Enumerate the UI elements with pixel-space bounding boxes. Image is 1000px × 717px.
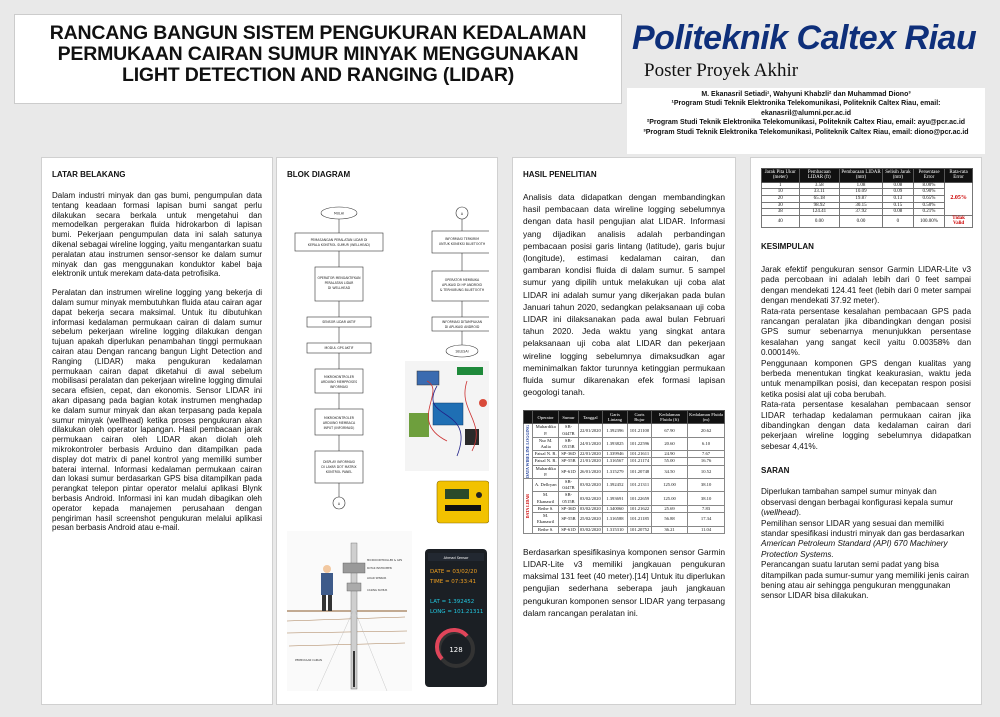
kesimpulan-item-1: Jarak efektif pengukuran sensor Garmin LIDAR-Lite v3 pada percobaan ini adalah lebih dari 0 feet sampai dengan mendekati 124.41 feet (lebih dari 0 meter sampai dengan mendekati 37.92 meter). [761, 264, 971, 306]
blok-heading: BLOK DIAGRAM [287, 170, 351, 179]
table1-cell: 1.08 [840, 182, 883, 189]
table1-cell: 0.15 [882, 202, 913, 209]
table2-cell: SP-36D [559, 451, 579, 458]
table2-cell: 1.393825 [602, 437, 627, 450]
flow-label-7b: DI LAYAR DOT MATRIX [321, 465, 357, 469]
flow-label-1b: KEPALA KONTROL SUMUR (WELLHEAD) [307, 243, 371, 247]
table2-cell: 25.69 [651, 505, 687, 512]
table2-cell: 16.76 [688, 458, 725, 465]
table1-cell: 0.50% [913, 202, 944, 209]
flow-label-5b: ARDUINO MEMPROSES [320, 380, 358, 384]
svg-text:KOTAK INSTRUMEN: KOTAK INSTRUMEN [367, 567, 392, 570]
table2-group-label [524, 479, 533, 534]
table2-row [524, 424, 725, 437]
table2-cell: SP-61D [559, 526, 579, 533]
table2-cell: 34.50 [651, 465, 687, 478]
table2-cell: 101.22596 [628, 437, 652, 450]
table1-cell: 30.15 [840, 202, 883, 209]
table2-cell: 56.88 [651, 513, 687, 526]
table2-cell: 101.21174 [628, 458, 652, 465]
table1-cell: 0.08 [882, 209, 913, 216]
table1-cell: 100.00% [913, 215, 944, 227]
hasil-penelitian-column [512, 157, 736, 705]
table1-row [762, 196, 973, 203]
table2-header: Garis Lintang [602, 411, 627, 424]
table1-header: Pembacaan LIDAR (mtr) [841, 170, 881, 181]
table2-cell: 101.21185 [628, 513, 652, 526]
table2-cell: SB-0515B [559, 437, 579, 450]
table1-header: Rata-rata Error [945, 169, 973, 183]
table2-header: Kedalaman Fluida (ft) [651, 411, 687, 424]
table1-cell: 20 [762, 196, 800, 203]
table2-cell: Faisal N. R. [534, 451, 557, 457]
hardware-circuit-photo [405, 361, 489, 523]
saran-item-2 [761, 519, 971, 561]
latar-heading: LATAR BELAKANG [52, 170, 126, 179]
latar-paragraph-2: Peralatan dan instrumen wireline logging yang bekerja di dalam sumur minyak membutuhkan fluida atau cairan agar dapat bekerja secara maksimal. Untuk itu dibutuhkan informasi kedalaman permukaan cairan di dalam sumur sebelum pekerjaan wireline logging dilakukan dengan tujuan apakah diperlukan penambahan tinggi permukaan cairan atau Dengan rancang bangun Light Detection and Ranging (LIDAR) maka pengukuran kedalaman permukaan cairan dapat diketahui di awal sebelum mobilisasi peralatan dan pekerjaan wireline logging dimulai secara efisien, cepat, dan ekonomis. Sensor LIDAR ini akan dipasang pada bagian kotak instrumen menghadap ke dalam sumur minyak dan akan terpasang pada kepala sumur minyak (wellhead) ketika proses pengukuran akan dilakukan oleh operator lapangan. Hasil pembacaan jarak permukaan cairan oleh LIDAR akan diolah oleh mikrokontroler berbasis Arduino dan ditampilkan pada display dot matrix di panel kontrol yang memiliki sumber baterai internal. Informasi kedalaman permukaan cairan dan lokasi sumur berdasarkan GPS bisa ditampilkan pada perangkat telepon pintar operator melalui aplikasi Blynk berbasis Android. Informasi ini kan mudah dibagikan oleh operator kepada manajemen perusahaan dengan pengiriman hasil screenshot pengukuran melalui aplikasi pesan berbasis Android atau e-mail. [52, 288, 262, 533]
table1-cell: 65.18 [799, 196, 840, 203]
table2-row [524, 526, 725, 533]
table2-cell: 03/02/2020 [578, 492, 602, 505]
invalid-label: Tidak Valid [945, 215, 973, 227]
flow-label-7a: DISPLAY INFORMASI [323, 460, 355, 464]
flow-label-r2c: & TERHUBUNG BLUETOOTH [439, 288, 485, 292]
flow-label-5a: MIKROKONTROLER [324, 375, 354, 379]
hasil-paragraph-1: Analisis data didapatkan dengan membandingkan hasil pembacaan data wireline logging sebelumnya dengan data hasil pengujian alat LIDAR. Informasi yang dijadikan analisis adalah perbandingan pembacaan posisi garis lintang (latitude), garis bujur (longitude), estimasi kedalaman cairan, dan gambaran kondisi fluida di dalam sumur. 5 sampel sumur yang dipilih untuk melakukan uji coba alat LIDAR ini adalah sumur yang dikerjakan pada bulan Januari tahun 2020, sedangkan pelaksanaan uji coba LIDAR ini dilaksanakan pada awal bulan Februari tahun 2020. Jeda waktu yang singkat antara pelaksanaan uji coba alat LIDAR dan pekerjaan wireline logging sebelumnya dimaksudkan agar meminimalkan faktor turunnya ketinggian permukaan fluida sumur dikarenakan efek formasi lapisan geogologi tanah. [523, 192, 725, 398]
table2-cell: Faisal N. R. [534, 458, 557, 464]
table2-cell: 36.21 [651, 526, 687, 533]
table2-cell: 125.00 [651, 479, 687, 492]
table1-cell: 98.92 [799, 202, 840, 209]
saran-2-italic: American Petroleum Standard (API) 670 Machinery Protection Systems. [761, 539, 948, 559]
table1-header: Pembacaan LIDAR (ft) [799, 169, 840, 183]
institution-logo [632, 18, 987, 90]
svg-text:PERMUKAAN CAIRAN: PERMUKAAN CAIRAN [295, 659, 322, 662]
title-line-3: LIGHT DETECTION AND RANGING (LIDAR) [122, 64, 514, 86]
table2-cell: 1.316588 [602, 513, 627, 526]
table2-row [524, 451, 725, 458]
table2-cell: 55.00 [651, 458, 687, 465]
flow-label-r2a: OPERATOR MEMBUKA [444, 278, 480, 282]
flow-label-r3a: INFORMASI DITAMPILKAN [441, 320, 483, 324]
svg-text:MICROCONTROLLER & GPS: MICROCONTROLLER & GPS [367, 559, 403, 562]
flow-label-6c: INPUT (INFORMASI) [323, 426, 355, 430]
table2-cell: 101.21100 [628, 424, 652, 437]
flow-label-2a: OPERATOR MENGAKTIFKAN [317, 276, 361, 280]
saran-list [761, 487, 971, 601]
table2-cell: SB-0447B [559, 479, 579, 492]
table2-cell: 10.52 [688, 465, 725, 478]
table1-header: Jarak Pita Ukur (meter) [762, 169, 800, 183]
table1-cell: 10 [762, 189, 800, 196]
flow-label-r1b: UNTUK KONEKSI BLUETOOTH [438, 242, 486, 246]
logo-subtitle: Poster Proyek Akhir [644, 60, 799, 81]
app-title: Ahmad Sensor [443, 556, 469, 560]
app-time: TIME = 07:33:41 [430, 579, 477, 585]
kesimpulan-item-3: Penggunaan komponen GPS dengan kualitas yang berbeda menentukan tingkat keakurasian, waktu jeda untuk menampilkan posisi, dan kecepatan respon posisi ketika posisi alat uji coba berubah. [761, 358, 971, 399]
table2-cell: 24/01/2020 [578, 437, 602, 450]
table2-cell: 25/02/2020 [578, 513, 602, 526]
table2-header: Tanggal [578, 411, 602, 424]
table1-cell: 0.00 [840, 215, 883, 227]
table2-cell: A. Dellryan [533, 479, 559, 492]
table2-cell: 101.21622 [628, 505, 652, 512]
table2-cell: Bethe S. [533, 505, 559, 512]
table2-cell: 1.339946 [602, 451, 627, 458]
app-gauge-value: 128 [449, 646, 463, 654]
flow-label-start: MULAI [333, 211, 345, 216]
flow-label-1a: PEMASANGAN PERALATAN LIDAR DI [310, 238, 368, 242]
table2-cell: SB-0447B [559, 424, 579, 437]
table2-cell: Bethe S. [533, 526, 559, 533]
saran-2-text: Pemilihan sensor LIDAR yang sesuai dan memiliki standar spesifikasi industri minyak dan gas berdasarkan [761, 518, 965, 538]
kesimpulan-item-4: Rata-rata persentase kesalahan pembacaan sensor LIDAR terhadap kedalaman permukaan cairan jika dibandingkan dengan data kedalaman cairan dari pekerjaan wireline logging sebelumnya didapatkan sebesar 4,41%. [761, 400, 971, 451]
table1-cell: 19.87 [840, 196, 883, 203]
table2-row [524, 458, 725, 465]
table1-row [762, 202, 973, 209]
table2-cell: 21/01/2020 [579, 458, 601, 464]
table1-cell: 33.11 [799, 189, 840, 196]
table2-cell: SP-61D [559, 465, 579, 478]
table1-cell: 0.13 [882, 196, 913, 203]
blok-diagram-column [276, 157, 498, 705]
flow-label-6a: MIKROKONTROLER [324, 416, 354, 420]
flow-label-end: SELESAI [455, 349, 469, 354]
saran-heading: SARAN [761, 466, 790, 476]
table2-cell: SP-55B [559, 458, 579, 465]
table2-cell: 11.04 [688, 526, 725, 533]
saran-item-3: Perancangan suatu larutan semi padat yang bisa ditampilkan pada sumur-sumur yang memiliki jenis cairan bening atau air sehingga pengukuran menggunakan sensor LIDAR bisa dilakukan. [761, 560, 969, 601]
table2-cell: 22/01/2020 [578, 424, 602, 437]
app-lat: LAT = 1.392452 [430, 599, 475, 605]
saran-1-end: ). [796, 508, 802, 518]
table2-group-text: DATA LIDAR [525, 493, 530, 519]
table2-row [524, 437, 725, 450]
flow-label-3: SENSOR LIDAR AKTIF [322, 320, 356, 324]
table2-cell: 38.10 [688, 479, 725, 492]
block-diagram-figure [287, 191, 489, 691]
table1-row [762, 215, 973, 227]
table2-cell: M. Ekanasril [533, 492, 559, 505]
table2-row [524, 479, 725, 492]
table2-cell: SP-55B [559, 513, 579, 526]
kesimpulan-item-2: Rata-rata persentase kesalahan pembacaan GPS pada rancangan peralatan jika dibandingkan dengan posisi GPS sumur sebenarnya menunjukkan persentase kesalahan yang sangat kecil yaitu 0.00358% dan 0.00014%. [761, 306, 971, 358]
table2-cell: 125.00 [651, 492, 687, 505]
author-names: M. Ekanasril Setiadi¹, Wahyuni Khabzli² dan Muhammad Diono³ [701, 91, 911, 98]
table2-cell: Muhardika P. [533, 465, 559, 478]
flow-label-r1a: INFORMASI TERKIRIM [445, 237, 479, 241]
wellhead-illustration [287, 531, 412, 691]
svg-text:CASING SUMUR: CASING SUMUR [367, 589, 388, 592]
table1-cell: 0 [882, 215, 913, 227]
table1-cell: 0.65% [913, 196, 944, 203]
table1-cell: 38 [762, 209, 800, 216]
author-block [627, 88, 985, 154]
affiliation-2: ²Program Studi Teknik Elektronika Telekomunikasi, Politeknik Caltex Riau, email: ayu@pcr.ac.id [646, 119, 966, 127]
poster-title [15, 23, 621, 86]
table2-cell: 67.90 [651, 424, 687, 437]
table2-cell: SB-0515B [559, 492, 579, 505]
table2-row [524, 505, 725, 512]
app-date: DATE = 03/02/20 [430, 569, 478, 575]
table2-cell: 1.393691 [602, 492, 627, 505]
lidar-range-table [761, 168, 973, 228]
table1-row [762, 182, 973, 189]
table2-cell: 03/02/2020 [579, 526, 601, 532]
table2-cell: 7.67 [688, 451, 725, 458]
hasil-paragraph-2: Berdasarkan spesifikasinya komponen sensor Garmin LIDAR-Lite v3 memiliki jangkauan pengukuran maksimal 131 feet (40 meter).[14] Untuk itu diperlukan pengujian sederhana seberapa jauh jangkauan pengukuran komponen sensor LIDAR yang terpasang dalam rancangan peralatan ini. [523, 546, 725, 618]
table2-cell: 6.10 [688, 437, 725, 450]
table2-cell: 20.62 [688, 424, 725, 437]
app-long: LONG = 101.21311 [430, 609, 484, 615]
table2-cell: 101.20752 [628, 526, 652, 533]
table2-cell: Nur M. Aulia [533, 437, 559, 450]
hasil-heading: HASIL PENELITIAN [523, 170, 597, 179]
table2-cell: 101.22659 [628, 492, 652, 505]
table1-cell: 3.58 [799, 182, 840, 189]
table2-cell: 1.392452 [602, 479, 627, 492]
table2-group-label [524, 424, 533, 479]
flow-label-4: MODUL GPS AKTIF [324, 346, 354, 350]
table2-cell: SP-36D [559, 505, 579, 512]
latar-paragraph-1: Dalam industri minyak dan gas bumi, pengumpulan data tentang keadaan formasi lapisan bumi sangat perlu dilakukan secara berkala untuk mengetahui dan memodelkan pergerakan fluida hidrokarbon di lapisan bumi. Pekerjaan pengumpulan data ini salah satunya dikenal sebagai wireline logging, yaitu mengantarkan suatu peralatan atau instrumen sensor-sensor ke dalam sumur minyak dan gas menggunakan konduktor kabel baja elektronik untuk merekam data-data petrofisika. [52, 191, 262, 279]
title-line-2: PERMUKAAN CAIRAN SUMUR MINYAK MENGGUNAKAN [57, 43, 579, 65]
table2-cell: 101.21311 [628, 479, 652, 492]
average-error: 2.05% [945, 182, 973, 215]
logo-main-text: Politeknik Caltex Riau [632, 19, 977, 57]
table2-group-text: DATA WIRELINE LOGGING [525, 424, 530, 478]
table2-row [524, 513, 725, 526]
table2-cell: 17.34 [688, 513, 725, 526]
table1-cell: 0.00 [799, 215, 840, 227]
table1-row [762, 189, 973, 196]
table2-cell: 1.340060 [602, 505, 627, 512]
affiliation-1-email: ekanasril@alumni.pcr.ac.id [760, 109, 852, 117]
flow-connector-label-bottom: A [337, 502, 341, 506]
table2-cell: 1.316567 [602, 458, 627, 465]
flow-step-1 [295, 233, 383, 251]
table2-cell: 7.83 [688, 505, 725, 512]
saran-item-1 [761, 487, 971, 518]
table2-cell: 38.10 [688, 492, 725, 505]
flow-label-r2b: APLIKASI DI HP ANDROID [442, 283, 482, 287]
table2-row [524, 492, 725, 505]
affiliation-1: ¹Program Studi Teknik Elektronika Telekomunikasi, Politeknik Caltex Riau, email: [671, 100, 941, 108]
table2-cell: 03/02/2020 [579, 505, 601, 511]
table1-header: Persentase Error [913, 169, 944, 183]
flow-label-7c: KONTROL PANEL [325, 470, 353, 474]
table2-cell: 1.392396 [602, 424, 627, 437]
table2-header: Kedalaman Fluida (m) [689, 412, 723, 423]
table2-header: Garis Bujur [628, 411, 652, 424]
table2-cell: M. Ekanasril [533, 513, 559, 526]
comparison-table [523, 410, 725, 533]
table1-cell: 124.41 [799, 209, 840, 216]
flow-connector-label-top: A [460, 212, 464, 216]
table1-cell: 0.09 [882, 189, 913, 196]
table1-header: Selisih Jarak (mtr) [882, 169, 913, 183]
table1-cell: 10.09 [840, 189, 883, 196]
table2-cell: 101.21611 [628, 451, 652, 458]
table1-row [762, 209, 973, 216]
flow-label-6b: ARDUINO MEMBACA [322, 421, 356, 425]
saran-1-text: Diperlukan tambahan sampel sumur minyak dan observasi dengan berbagai konfigurasi kepala sumur ( [761, 487, 954, 518]
table2-cell: Muhardika P. [533, 424, 559, 437]
saran-1-italic: wellhead [763, 508, 797, 518]
table1-cell: 8.00% [913, 182, 944, 189]
flow-label-5c: INFORMASI [330, 385, 348, 389]
table1-cell: 37.92 [840, 209, 883, 216]
table2-cell: 20.60 [651, 437, 687, 450]
title-line-1: RANCANG BANGUN SISTEM PENGUKURAN KEDALAMAN [49, 22, 587, 44]
table2-cell: 101.20748 [628, 465, 652, 478]
table2-header: Operator [533, 411, 559, 424]
poster-title-box [14, 14, 622, 104]
table2-header: Sumur [559, 411, 579, 424]
table2-cell: 24.90 [651, 451, 687, 458]
table1-cell: 40 [762, 215, 800, 227]
table1-cell: 30 [762, 202, 800, 209]
table1-cell: 1 [762, 182, 800, 189]
table1-cell: 0.90% [913, 189, 944, 196]
android-app-screenshot [425, 549, 487, 687]
table2-cell: 26/01/2020 [578, 465, 602, 478]
table1-cell: 0.08 [882, 182, 913, 189]
flow-label-2b: PERALATAN LIDAR [324, 281, 354, 285]
affiliation-3: ³Program Studi Teknik Elektronika Telekomunikasi, Politeknik Caltex Riau, email: diono@pcr.ac.id [643, 128, 969, 136]
table2-cell: 22/01/2020 [579, 451, 601, 457]
flow-label-2c: DI WELLHEAD [327, 286, 351, 290]
svg-text:LIDAR SENSOR: LIDAR SENSOR [367, 577, 387, 580]
flow-label-r3b: DI APLIKASI ANDROID [444, 325, 480, 329]
table2-cell: 1.315310 [602, 526, 627, 533]
table2-row [524, 465, 725, 478]
latar-belakang-column [41, 157, 273, 705]
kesimpulan-column [750, 157, 982, 705]
table2-cell: 03/02/2020 [578, 479, 602, 492]
kesimpulan-heading: KESIMPULAN [761, 241, 814, 251]
table1-cell: 0.21% [913, 209, 944, 216]
table2-cell: 1.315279 [602, 465, 627, 478]
